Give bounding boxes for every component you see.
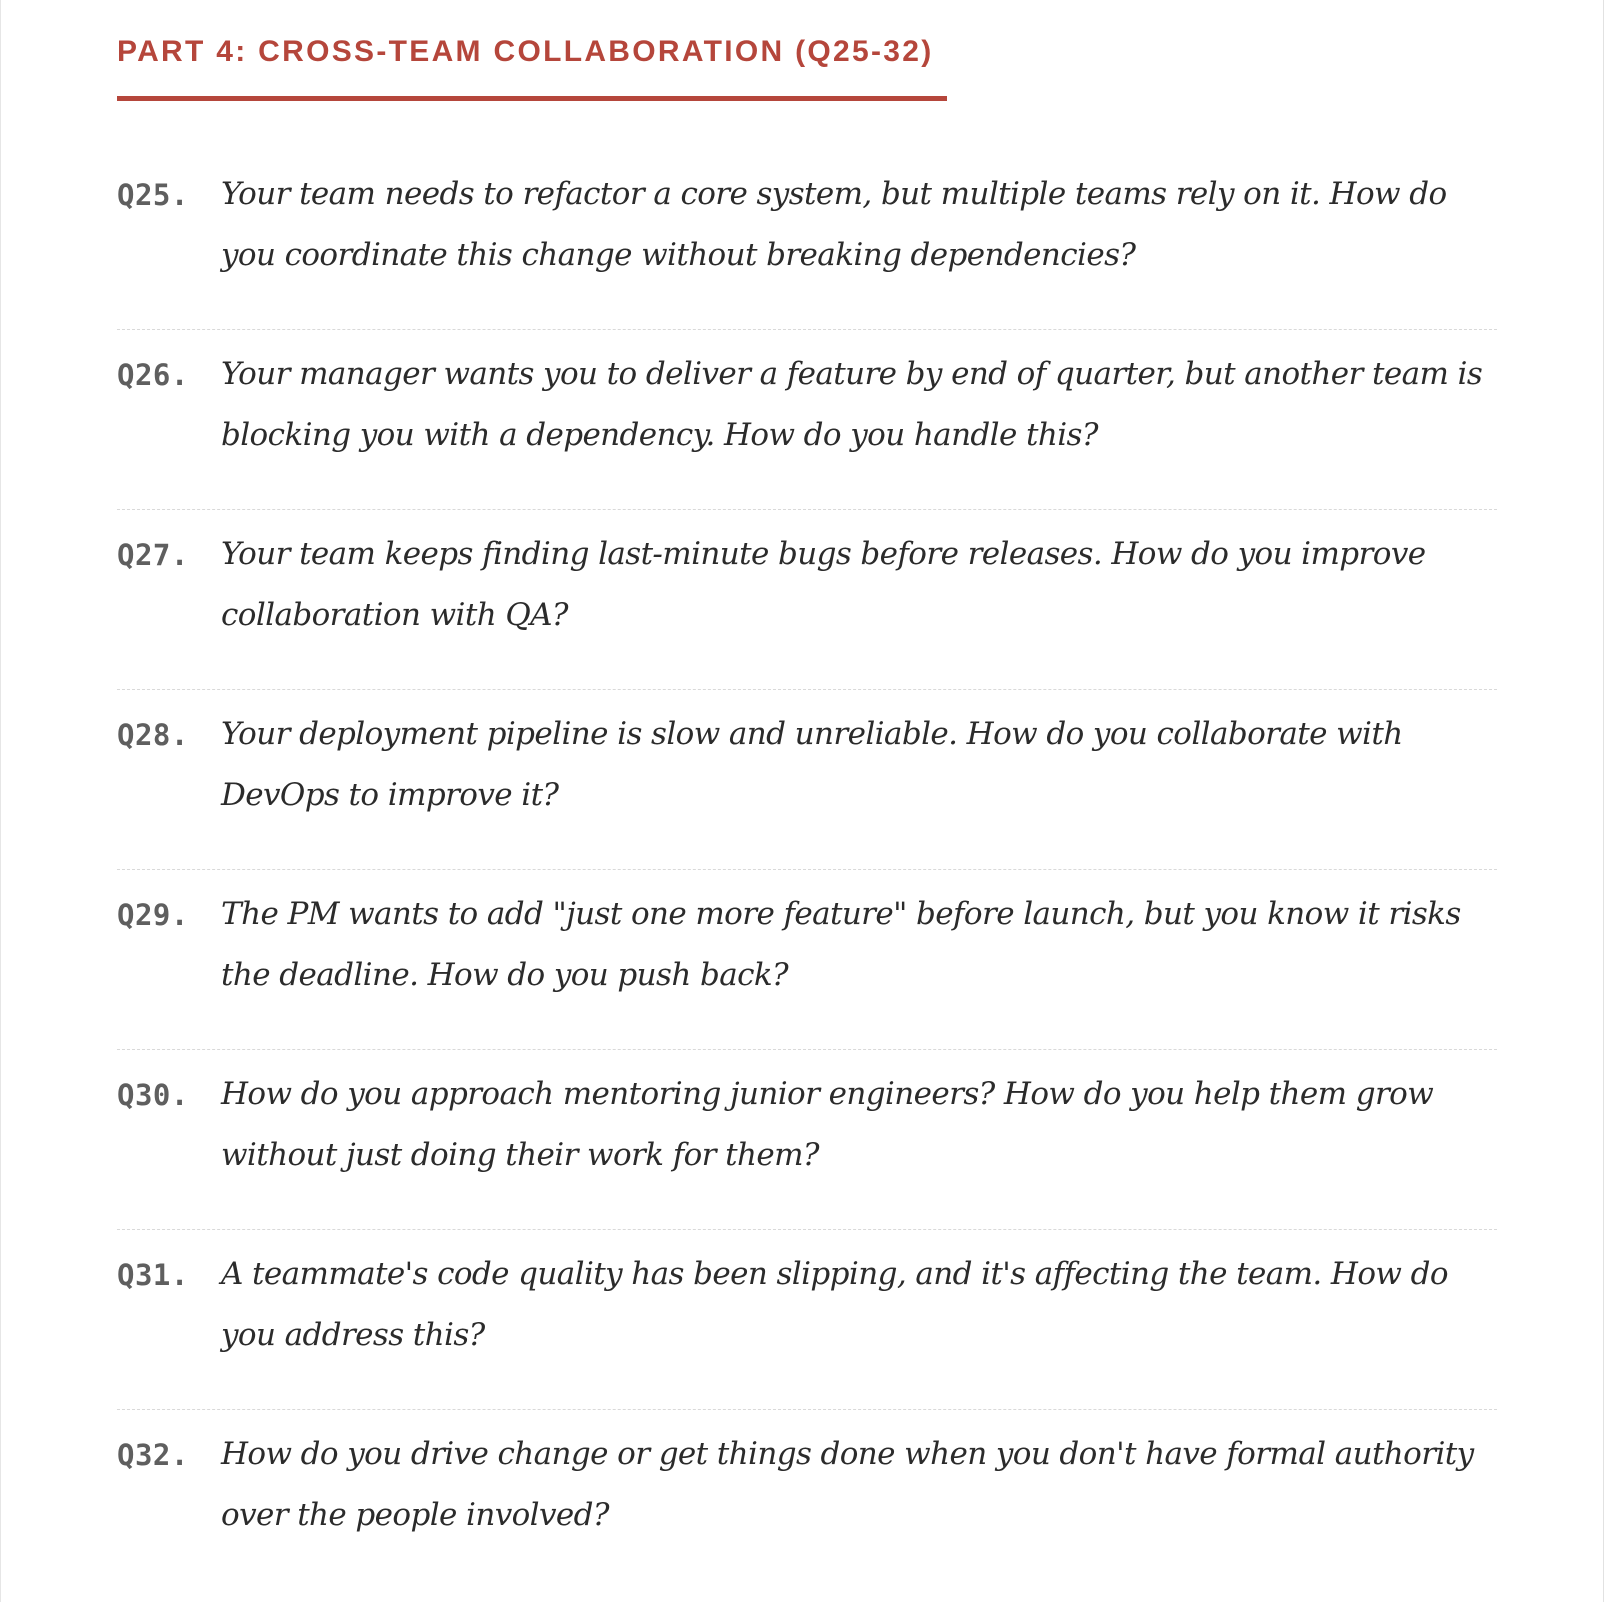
question-number: Q30. <box>117 1078 189 1112</box>
question-list <box>117 150 1497 1590</box>
title-underline <box>117 96 947 101</box>
question-item-q31 <box>117 1230 1497 1410</box>
question-item-q26 <box>117 330 1497 510</box>
question-number: Q25. <box>117 178 189 212</box>
question-number: Q31. <box>117 1258 189 1292</box>
question-text: Your deployment pipeline is slow and unreliable. How do you collaborate with DevOps to improve it? <box>221 716 1403 813</box>
question-item-q30 <box>117 1050 1497 1230</box>
question-text: Your team keeps finding last-minute bugs before releases. How do you improve collaboration with QA? <box>221 536 1426 633</box>
question-number: Q29. <box>117 898 189 932</box>
question-number: Q28. <box>117 718 189 752</box>
question-text: The PM wants to add "just one more feature" before launch, but you know it risks the deadline. How do you push back? <box>221 896 1461 993</box>
question-item-q25 <box>117 150 1497 330</box>
question-text: Your team needs to refactor a core system, but multiple teams rely on it. How do you coordinate this change without breaking dependencies? <box>221 176 1447 273</box>
question-number: Q32. <box>117 1438 189 1472</box>
question-item-q29 <box>117 870 1497 1050</box>
question-item-q32 <box>117 1410 1497 1590</box>
question-text: Your manager wants you to deliver a feature by end of quarter, but another team is blocking you with a dependency. How do you handle this? <box>221 356 1483 453</box>
question-item-q28 <box>117 690 1497 870</box>
question-text: How do you drive change or get things done when you don't have formal authority over the people involved? <box>221 1436 1474 1533</box>
question-number: Q26. <box>117 358 189 392</box>
question-text: A teammate's code quality has been slipping, and it's affecting the team. How do you address this? <box>221 1256 1448 1353</box>
section-title: PART 4: CROSS-TEAM COLLABORATION (Q25-32) <box>117 35 934 68</box>
question-text: How do you approach mentoring junior engineers? How do you help them grow without just doing their work for them? <box>221 1076 1434 1173</box>
question-number: Q27. <box>117 538 189 572</box>
question-item-q27 <box>117 510 1497 690</box>
